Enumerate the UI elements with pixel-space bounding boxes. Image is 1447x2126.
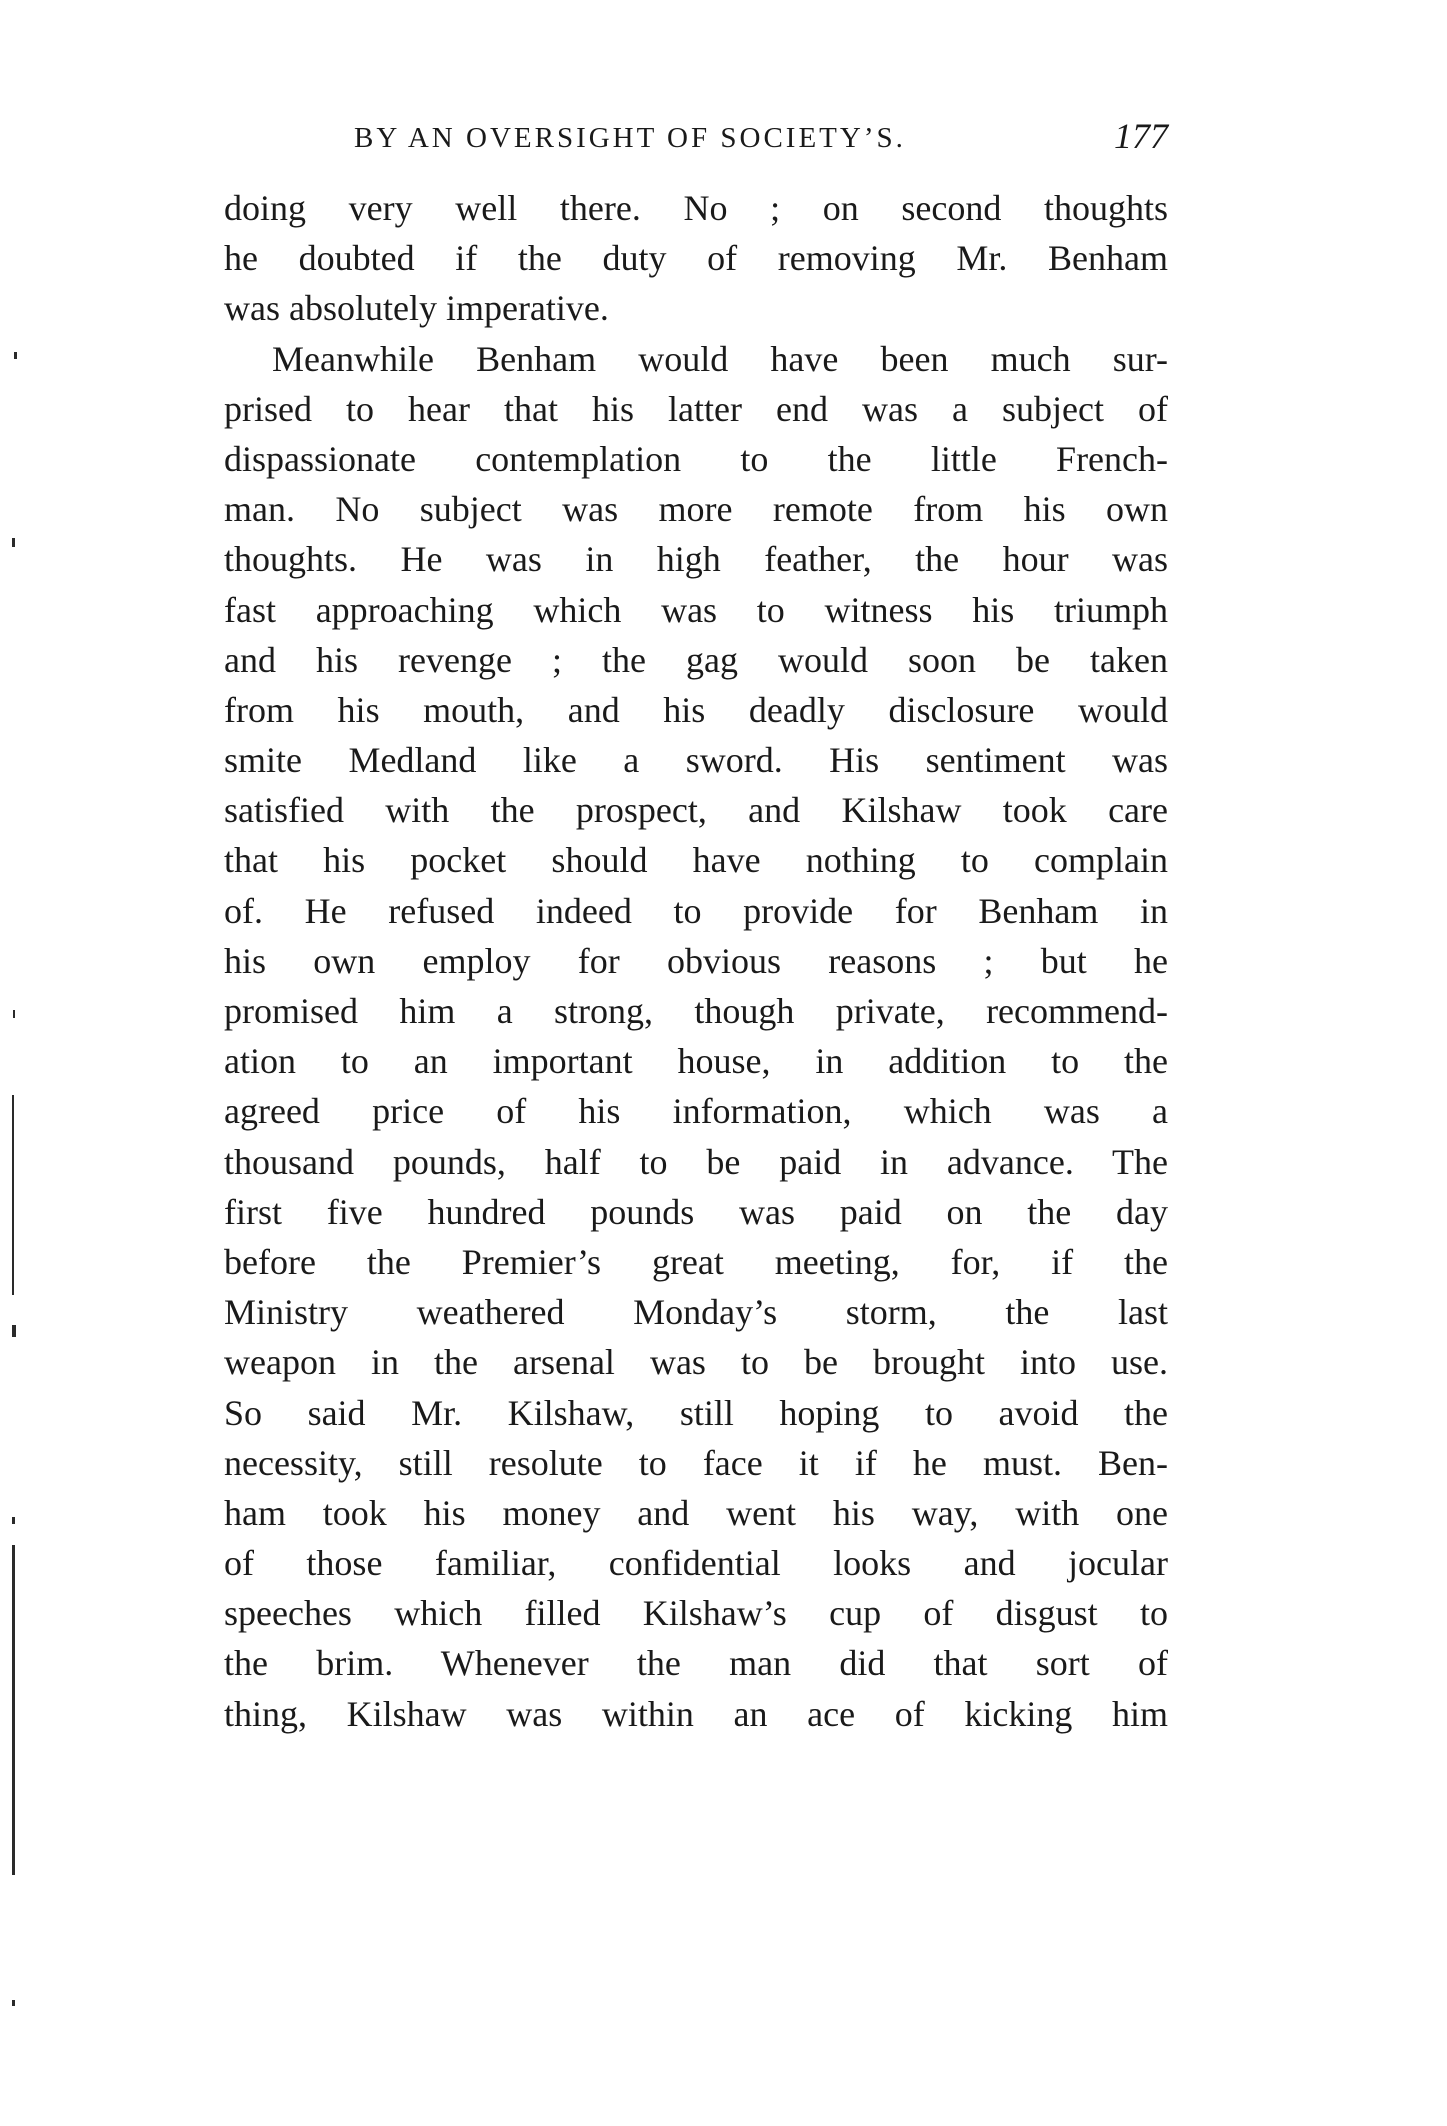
text-line: speeches which filled Kilshaw’s cup of disgust to <box>224 1593 1168 1634</box>
scan-speck <box>14 352 17 359</box>
text-line: thoughts. He was in high feather, the hour was <box>224 539 1168 580</box>
text-line: agreed price of his information, which was a <box>224 1091 1168 1132</box>
scan-speck <box>12 2000 15 2006</box>
text-line: prised to hear that his latter end was a subject of <box>224 388 1168 429</box>
text-line: of. He refused indeed to provide for Benham in <box>224 890 1168 931</box>
text-line: man. No subject was more remote from his own <box>224 489 1168 530</box>
scan-margin-line <box>12 1095 14 1295</box>
text-line: So said Mr. Kilshaw, still hoping to avoid the <box>224 1392 1168 1433</box>
body-text <box>224 183 1168 1739</box>
text-line: from his mouth, and his deadly disclosure would <box>224 689 1168 730</box>
page-number: 177 <box>1114 116 1168 156</box>
text-line: he doubted if the duty of removing Mr. Benham <box>224 238 1168 279</box>
text-line: dispassionate contemplation to the little French- <box>224 438 1168 479</box>
scan-speck <box>12 538 15 547</box>
scan-speck <box>13 1010 15 1018</box>
text-line: satisfied with the prospect, and Kilshaw took care <box>224 790 1168 831</box>
scan-speck <box>12 1517 15 1524</box>
scan-margin-marks <box>0 0 40 2126</box>
text-line: Meanwhile Benham would have been much sur- <box>272 338 1168 379</box>
text-line: and his revenge ; the gag would soon be taken <box>224 639 1168 680</box>
text-line: Ministry weathered Monday’s storm, the last <box>224 1292 1168 1333</box>
running-head <box>224 118 1168 162</box>
scan-speck <box>12 1325 16 1337</box>
text-line: ation to an important house, in addition to the <box>224 1041 1168 1082</box>
text-line: before the Premier’s great meeting, for, if the <box>224 1241 1168 1282</box>
text-line: fast approaching which was to witness his triumph <box>224 589 1168 630</box>
text-line: his own employ for obvious reasons ; but he <box>224 940 1168 981</box>
text-line: smite Medland like a sword. His sentiment was <box>224 740 1168 781</box>
running-head-title: BY AN OVERSIGHT OF SOCIETY’S. <box>354 122 906 154</box>
text-line: weapon in the arsenal was to be brought into use. <box>224 1342 1168 1383</box>
text-line: first five hundred pounds was paid on the day <box>224 1191 1168 1232</box>
text-line: that his pocket should have nothing to complain <box>224 840 1168 881</box>
text-line: thing, Kilshaw was within an ace of kicking him <box>224 1693 1168 1734</box>
text-line: was absolutely imperative. <box>224 288 609 329</box>
text-line: doing very well there. No ; on second thoughts <box>224 188 1168 228</box>
scan-margin-line <box>12 1545 15 1875</box>
text-line: ham took his money and went his way, with one <box>224 1492 1168 1533</box>
text-line: the brim. Whenever the man did that sort of <box>224 1643 1168 1684</box>
text-line: necessity, still resolute to face it if he must. Ben- <box>224 1442 1168 1483</box>
text-line: thousand pounds, half to be paid in advance. The <box>224 1141 1168 1182</box>
text-line: of those familiar, confidential looks and jocular <box>224 1543 1168 1584</box>
text-line: promised him a strong, though private, recommend- <box>224 991 1168 1031</box>
